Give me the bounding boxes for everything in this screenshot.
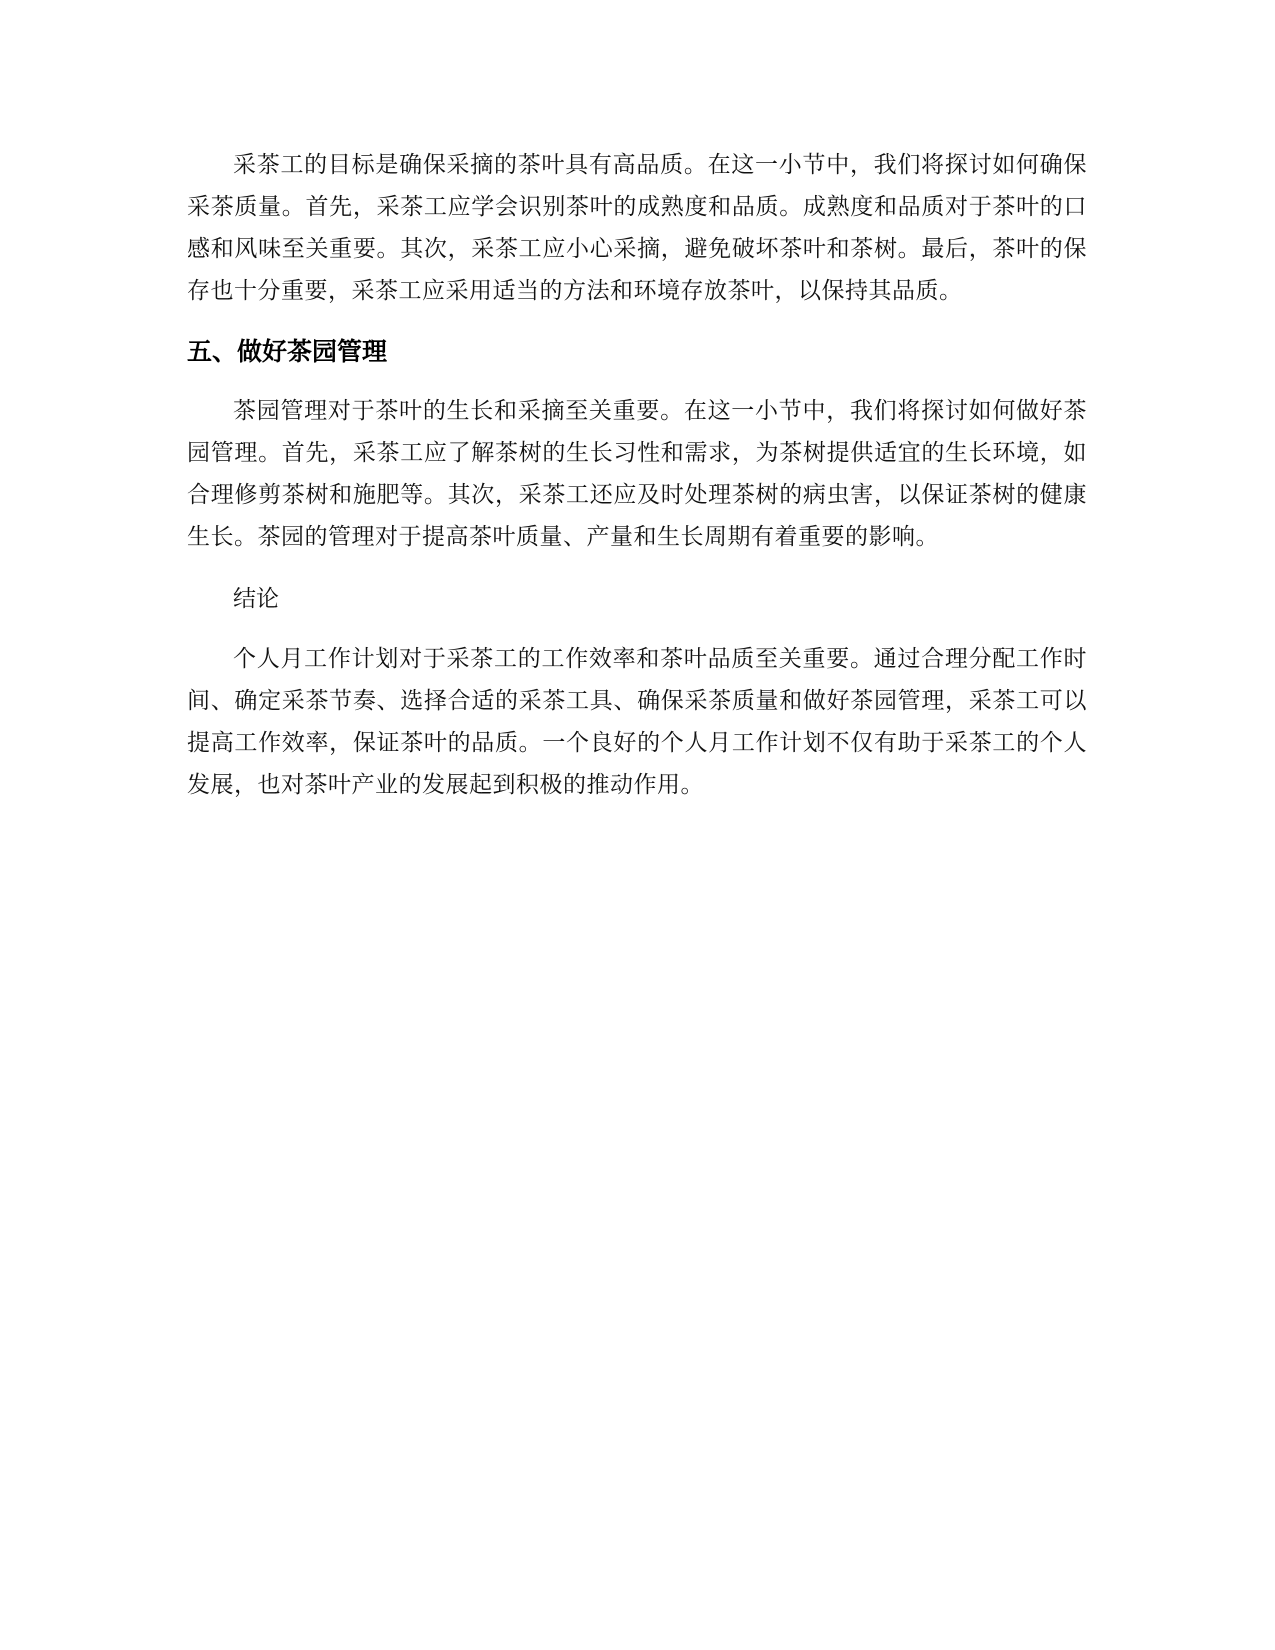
section-heading-garden-management: 五、做好茶园管理 — [187, 337, 388, 366]
paragraph-garden-management: 茶园管理对于茶叶的生长和采摘至关重要。在这一小节中，我们将探讨如何做好茶园管理。首先，采茶工应了解茶树的生长习性和需求，为茶树提供适宜的生长环境，如合理修剪茶树和施肥等。其次，采茶工还应及时处理茶树的病虫害，以保证茶树的健康生长。茶园的管理对于提高茶叶质量、产量和生长周期有着重要的影响。 — [187, 398, 1087, 550]
paragraph-conclusion: 个人月工作计划对于采茶工的工作效率和茶叶品质至关重要。通过合理分配工作时间、确定采茶节奏、选择合适的采茶工具、确保采茶质量和做好茶园管理，采茶工可以提高工作效率，保证茶叶的品质。一个良好的个人月工作计划不仅有助于采茶工的个人发展，也对茶叶产业的发展起到积极的推动作用。 — [187, 646, 1087, 798]
document-body — [187, 144, 1087, 806]
paragraph-tea-quality: 采茶工的目标是确保采摘的茶叶具有高品质。在这一小节中，我们将探讨如何确保采茶质量。首先，采茶工应学会识别茶叶的成熟度和品质。成熟度和品质对于茶叶的口感和风味至关重要。其次，采茶工应小心采摘，避免破坏茶叶和茶树。最后，茶叶的保存也十分重要，采茶工应采用适当的方法和环境存放茶叶，以保持其品质。 — [187, 152, 1087, 304]
conclusion-label: 结论 — [233, 586, 279, 612]
